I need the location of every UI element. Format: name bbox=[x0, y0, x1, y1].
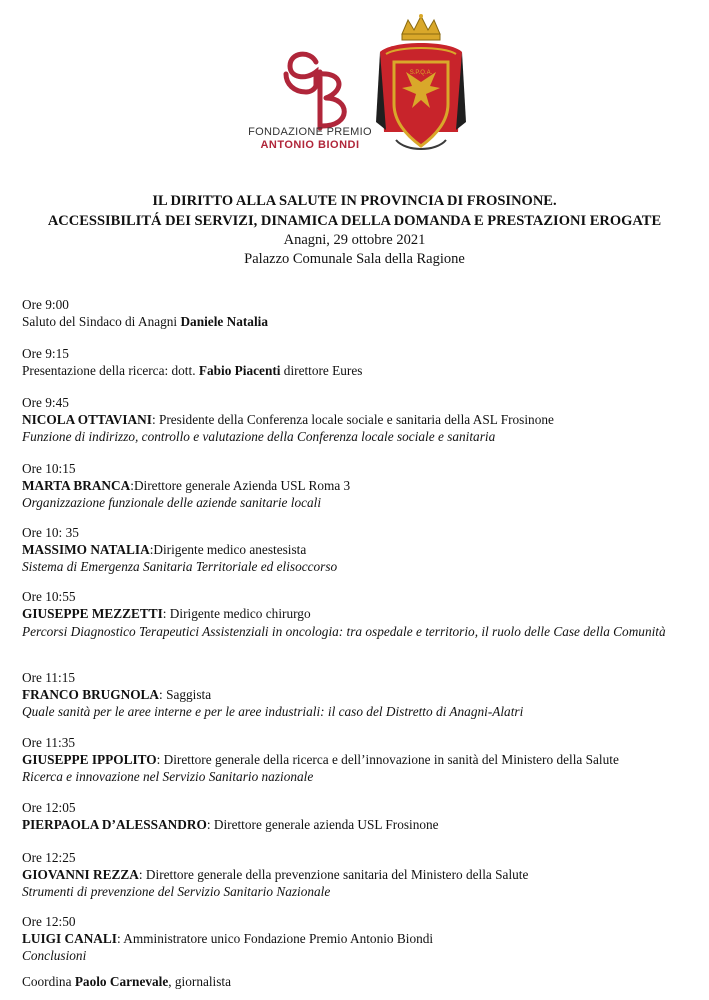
event-title-line1: IL DIRITTO ALLA SALUTE IN PROVINCIA DI FROSINONE. bbox=[152, 193, 557, 209]
program-time: Ore 9:45 bbox=[22, 395, 69, 410]
program-time: Ore 10:55 bbox=[22, 589, 76, 604]
program-speaker-line: Presentazione della ricerca: dott. Fabio Piacenti direttore Eures bbox=[22, 363, 363, 378]
program-speaker-line: PIERPAOLA D’ALESSANDRO: Direttore generale azienda USL Frosinone bbox=[22, 817, 439, 832]
event-title-line2: ACCESSIBILITÁ DEI SERVIZI, DINAMICA DELLA DOMANDA E PRESTAZIONI EROGATE bbox=[47, 213, 662, 229]
ab-monogram-icon bbox=[280, 42, 360, 132]
program-topic: Percorsi Diagnostico Terapeutici Assistenziali in oncologia: tra ospedale e territorio, il ruolo delle Case della Comunità bbox=[22, 624, 666, 639]
program-speaker-line: Saluto del Sindaco di Anagni Daniele Natalia bbox=[22, 314, 268, 329]
program-time: Ore 12:05 bbox=[22, 800, 76, 815]
event-venue: Palazzo Comunale Sala della Ragione bbox=[244, 251, 465, 267]
program-item bbox=[22, 669, 702, 720]
program-topic: Organizzazione funzionale delle aziende sanitarie locali bbox=[22, 495, 322, 510]
program-speaker-line: MARTA BRANCA:Direttore generale Azienda USL Roma 3 bbox=[22, 478, 351, 493]
speaker-name: GIUSEPPE MEZZETTI bbox=[22, 606, 163, 621]
program-time: Ore 12:25 bbox=[22, 850, 76, 865]
program-time: Ore 12:50 bbox=[22, 914, 76, 929]
program-item bbox=[22, 913, 702, 964]
event-date: Anagni, 29 ottobre 2021 bbox=[283, 232, 426, 248]
program-speaker-line: GIUSEPPE IPPOLITO: Direttore generale della ricerca e dell’innovazione in sanità del Ministero della Salute bbox=[22, 752, 619, 767]
program-speaker-line: LUIGI CANALI: Amministratore unico Fondazione Premio Antonio Biondi bbox=[22, 931, 434, 946]
program-item bbox=[22, 799, 702, 833]
program-speaker-line: GIOVANNI REZZA: Direttore generale della prevenzione sanitaria del Ministero della Salute bbox=[22, 867, 529, 882]
moderator-line: Coordina Paolo Carnevale, giornalista bbox=[22, 974, 232, 989]
program-topic: Sistema di Emergenza Sanitaria Territoriale ed elisoccorso bbox=[22, 559, 338, 574]
program-topic: Funzione di indirizzo, controllo e valutazione della Conferenza locale sociale e sanitaria bbox=[22, 429, 496, 444]
program-item bbox=[22, 734, 702, 785]
program-time: Ore 9:00 bbox=[22, 297, 69, 312]
event-header bbox=[0, 191, 709, 269]
program-item bbox=[22, 588, 702, 641]
speaker-name: FRANCO BRUGNOLA bbox=[22, 687, 160, 702]
program-time: Ore 9:15 bbox=[22, 346, 69, 361]
program-item bbox=[22, 296, 702, 330]
program-item bbox=[22, 849, 702, 900]
speaker-name: LUIGI CANALI bbox=[22, 931, 117, 946]
program-time: Ore 10: 35 bbox=[22, 525, 79, 540]
program-speaker-line: MASSIMO NATALIA:Dirigente medico anestesista bbox=[22, 542, 307, 557]
program-topic: Ricerca e innovazione nel Servizio Sanitario nazionale bbox=[22, 769, 314, 784]
foundation-name-line1: FONDAZIONE PREMIO bbox=[248, 126, 372, 138]
program-item bbox=[22, 460, 702, 511]
moderator-name: Paolo Carnevale bbox=[74, 974, 169, 989]
program-speaker-line: NICOLA OTTAVIANI: Presidente della Conferenza locale sociale e sanitaria della ASL Frosinone bbox=[22, 412, 554, 427]
speaker-name: GIOVANNI REZZA bbox=[22, 867, 139, 882]
program-topic: Strumenti di prevenzione del Servizio Sanitario Nazionale bbox=[22, 884, 331, 899]
speaker-name: MARTA BRANCA bbox=[22, 478, 131, 493]
program-item bbox=[22, 345, 702, 379]
foundation-name-line2: ANTONIO BIONDI bbox=[260, 139, 360, 151]
speaker-name: NICOLA OTTAVIANI bbox=[22, 412, 152, 427]
speaker-name: PIERPAOLA D’ALESSANDRO bbox=[22, 817, 207, 832]
program-time: Ore 11:15 bbox=[22, 670, 76, 685]
speaker-name: Fabio Piacenti bbox=[198, 363, 281, 378]
speaker-name: Daniele Natalia bbox=[180, 314, 268, 329]
anagni-crest-icon bbox=[372, 12, 470, 156]
program-speaker-line: FRANCO BRUGNOLA: Saggista bbox=[22, 687, 212, 702]
crest-motto: S.P.Q.A. bbox=[409, 70, 433, 76]
speaker-name: GIUSEPPE IPPOLITO bbox=[22, 752, 157, 767]
program-time: Ore 11:35 bbox=[22, 735, 76, 750]
program-time: Ore 10:15 bbox=[22, 461, 76, 476]
program-topic: Conclusioni bbox=[22, 948, 87, 963]
program-item bbox=[22, 524, 702, 575]
speaker-name: MASSIMO NATALIA bbox=[22, 542, 150, 557]
program-topic: Quale sanità per le aree interne e per le aree industriali: il caso del Distretto di Anagni-Alatri bbox=[22, 704, 524, 719]
program-item bbox=[22, 394, 702, 445]
program-speaker-line: GIUSEPPE MEZZETTI: Dirigente medico chirurgo bbox=[22, 606, 311, 621]
